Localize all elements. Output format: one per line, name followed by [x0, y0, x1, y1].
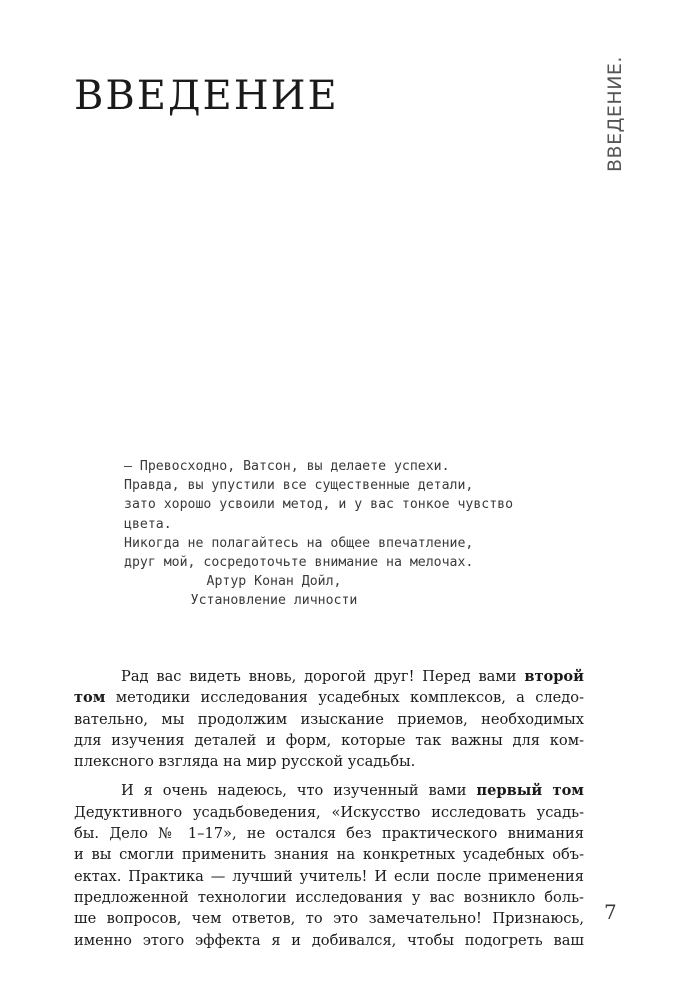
text-run: И я очень надеюсь, что изученный вами [121, 782, 477, 800]
epigraph-line: Никогда не полагайтесь на общее впечатление, [124, 535, 474, 551]
text-line: именно этого эффекта я и добивался, чтобы подогреть ваш [74, 931, 584, 949]
epigraph-author: Артур Конан Дойл, [206, 574, 342, 590]
page-title: ВВЕДЕНИЕ [74, 73, 339, 119]
text-line: ше вопросов, чем ответов, то это замечательно! Признаюсь, [74, 910, 584, 928]
epigraph-line: друг мой, сосредоточьте внимание на мелочах. [124, 555, 474, 571]
text-line: и вы смогли применить знания на конкретных усадебных объ- [74, 846, 584, 864]
epigraph-source: Установление личности [190, 593, 358, 609]
epigraph-line: Правда, вы упустили все существенные детали, [124, 478, 474, 494]
text-line [74, 780, 584, 801]
text-line: плексного взгляда на мир русской усадьбы. [74, 753, 416, 771]
text-run: методики исследования усадебных комплексов, а следо- [105, 689, 584, 707]
text-line [74, 666, 584, 687]
epigraph-line: цвета. [124, 516, 172, 532]
text-run: Рад вас видеть вновь, дорогой друг! Перед вами [121, 668, 525, 685]
running-head-text: ВВЕДЕНИЕ. [604, 56, 626, 172]
text-line: Дедуктивного усадьбоведения, «Искусство исследовать усадь- [74, 803, 584, 821]
bold-text: первый том [476, 782, 584, 800]
bold-text: второй [524, 668, 584, 685]
epigraph-line: зато хорошо усвоили метод, и у вас тонкое чувство [124, 497, 514, 513]
running-head [598, 56, 632, 184]
bold-text: том [74, 689, 106, 707]
text-line: ектах. Практика — лучший учитель! И если после применения [74, 867, 584, 885]
text-line: бы. Дело № 1–17», не остался без практического внимания [74, 825, 584, 843]
paragraph [74, 780, 584, 950]
text-line [74, 687, 584, 708]
epigraph [124, 457, 554, 611]
text-line: для изучения деталей и форм, которые так важны для ком- [74, 731, 584, 749]
paragraph [74, 666, 584, 772]
text-line: предложенной технологии исследования у вас возникло боль- [74, 888, 584, 906]
epigraph-line: – Превосходно, Ватсон, вы делаете успехи. [124, 459, 450, 474]
text-line: вательно, мы продолжим изыскание приемов, необходимых [74, 710, 584, 728]
page-number: 7 [604, 900, 617, 924]
body-text [74, 666, 584, 959]
